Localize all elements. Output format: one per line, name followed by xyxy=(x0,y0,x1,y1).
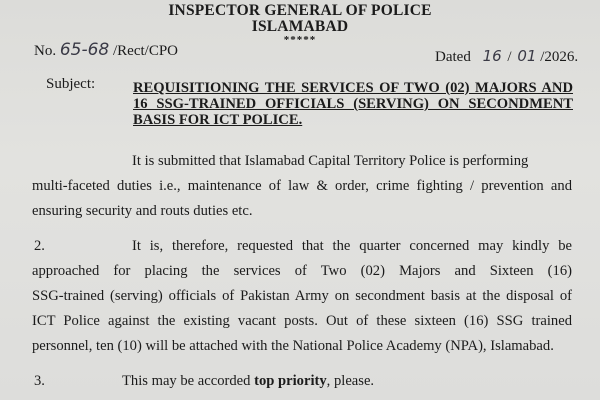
subject-label: Subject: xyxy=(46,76,96,92)
para1-line-2: multi-faceted duties i.e., maintenance of law & order, crime fighting / prevention and xyxy=(32,178,572,194)
para2-line-5: personnel, ten (10) will be attached with the National Police Academy (NPA), Islamabad. xyxy=(32,338,554,354)
para3-before: This may be accorded xyxy=(122,373,255,389)
para3-after: , please. xyxy=(326,373,375,389)
date-label: Dated xyxy=(435,49,471,65)
para3-number: 3. xyxy=(34,373,45,389)
para2-line-4: ICT Police against the existing vacant posts. Out of these sixteen (16) SSG trained xyxy=(32,313,572,329)
para1-line-1: It is submitted that Islamabad Capital Territory Police is performing xyxy=(132,153,529,169)
ref-prefix: No. xyxy=(34,43,57,59)
date-month: 01 xyxy=(517,47,537,65)
date-line: Dated 16 / 01 /2026. xyxy=(435,47,579,65)
reference-number xyxy=(34,40,178,60)
date-day: 16 xyxy=(482,47,502,65)
office-heading: INSPECTOR GENERAL OF POLICE xyxy=(168,2,432,19)
ref-suffix: /Rect/CPO xyxy=(113,43,179,59)
para2-line-2: approached for placing the services of Two (02) Majors and Sixteen (16) xyxy=(32,263,572,279)
date-year: /2026. xyxy=(540,49,579,65)
para3-text xyxy=(122,373,572,390)
para2-number: 2. xyxy=(34,238,45,254)
para2-line-1: It is, therefore, requested that the quarter concerned may kindly be xyxy=(132,238,572,254)
ref-handwritten-number: 65-68 xyxy=(59,40,110,60)
para2-line-3: SSG-trained (serving) officials of Pakistan Army on secondment basis at the disposal of xyxy=(32,288,572,304)
decorative-stars: ***** xyxy=(283,34,317,46)
city-heading: ISLAMABAD xyxy=(251,18,349,35)
para1-line-3: ensuring security and routs duties etc. xyxy=(32,203,253,219)
subject-text: REQUISITIONING THE SERVICES OF TWO (02) MAJORS AND 16 SSG-TRAINED OFFICIALS (SERVING) ON SECONDMENT BASIS FOR ICT POLICE. xyxy=(133,80,573,128)
para3-bold: top priority xyxy=(254,373,327,389)
